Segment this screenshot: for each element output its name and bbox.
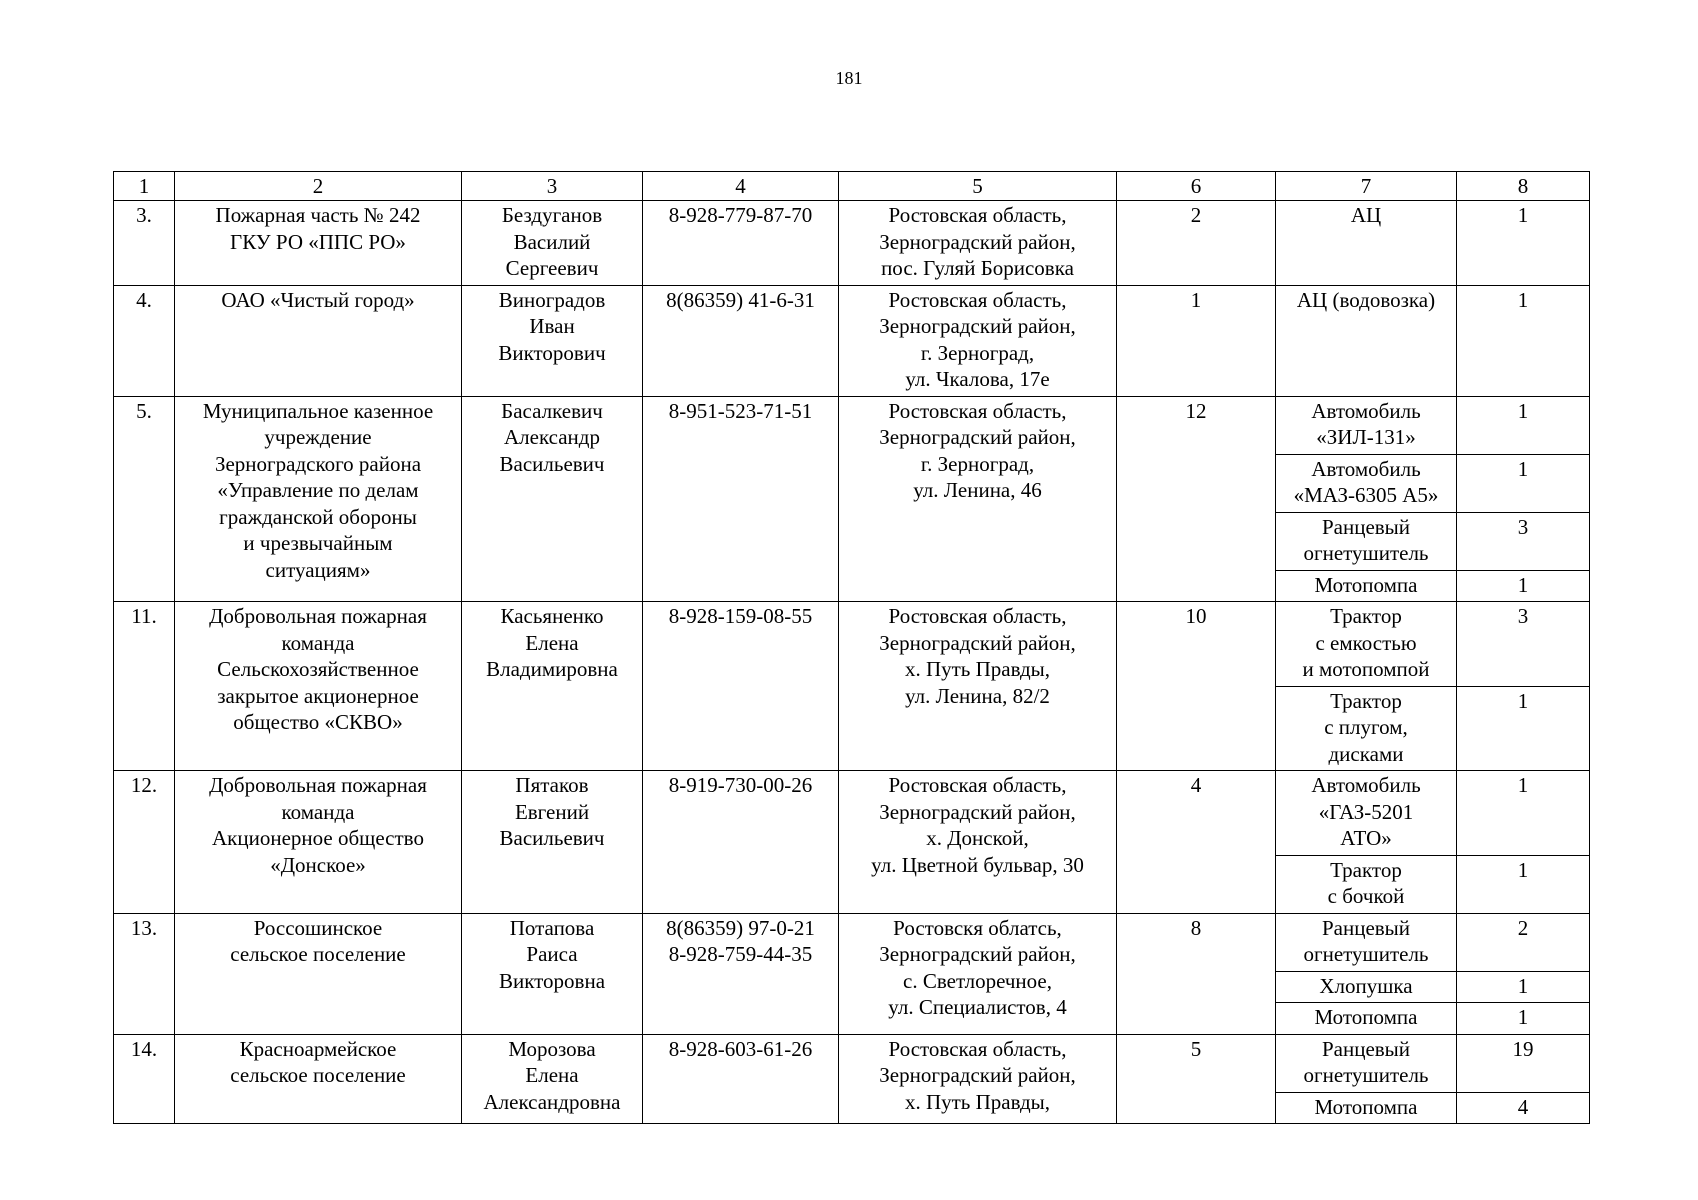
cell-line: Виноградов (498, 287, 606, 312)
cell-line: 8(86359) 41-6-31 (666, 287, 815, 312)
phone-cell (643, 602, 839, 771)
personnel-count: 8 (1190, 915, 1202, 940)
cell-line: и мотопомпой (1302, 657, 1430, 681)
cell-line: Сельскохозяйственное (217, 657, 419, 681)
cell-line: и чрезвычайным (243, 531, 393, 555)
personnel-count: 2 (1190, 203, 1202, 227)
cell-line: дисками (1328, 741, 1404, 766)
cell-line: 8-928-759-44-35 (668, 942, 813, 966)
cell-line: Викторовна (498, 968, 606, 993)
equipment-name-cell (1276, 285, 1457, 396)
row-number: 3. (136, 203, 152, 227)
cell-line: 8-928-603-61-26 (668, 1036, 813, 1061)
table-row (114, 396, 1590, 454)
cell-line: Басалкевич (501, 398, 603, 423)
cell-line: Зерноградский район, (879, 799, 1076, 824)
row-number: 13. (130, 915, 158, 940)
cell-line: Зерноградского района (214, 451, 422, 476)
cell-line: АЦ (1350, 203, 1382, 227)
cell-line: ГКУ РО «ППС РО» (230, 229, 406, 254)
equipment-qty: 3 (1517, 604, 1529, 628)
personnel-count-cell (1117, 396, 1276, 602)
cell-line: сельское поселение (230, 942, 406, 966)
table-row (114, 285, 1590, 396)
cell-line: «Донское» (270, 852, 366, 877)
cell-line: Елена (525, 630, 579, 655)
cell-line: Ростовская область, (888, 1036, 1067, 1061)
equipment-qty-cell (1457, 285, 1590, 396)
phone-cell (643, 913, 839, 1034)
cell-line: Касьяненко (500, 604, 604, 628)
column-number: 5 (839, 172, 1117, 201)
cell-line: гражданской обороны (219, 504, 417, 529)
cell-line: Раиса (526, 942, 578, 966)
cell-line: Пятаков (515, 773, 589, 797)
table-row (114, 771, 1590, 856)
cell-line: Добровольная пожарная (209, 773, 427, 797)
equipment-name-cell (1276, 771, 1457, 856)
cell-line: г. Зерноград, (920, 340, 1035, 365)
cell-line: Хлопушка (1319, 973, 1413, 998)
cell-line: учреждение (264, 425, 372, 449)
cell-line: с бочкой (1327, 884, 1405, 908)
equipment-qty-cell (1457, 971, 1590, 1003)
row-number: 4. (136, 287, 152, 312)
cell-line: с. Светлоречное, (903, 968, 1052, 993)
phone-cell (643, 396, 839, 602)
cell-line: Бездуганов (501, 203, 603, 227)
row-number-cell (114, 201, 175, 286)
cell-line: сельское поселение (230, 1063, 406, 1087)
row-number-cell (114, 1034, 175, 1124)
personnel-count: 10 (1185, 604, 1207, 628)
address-cell (839, 602, 1117, 771)
cell-line: Евгений (514, 799, 590, 824)
cell-line: Трактор (1330, 604, 1402, 628)
equipment-qty: 1 (1517, 398, 1529, 423)
equipment-qty: 1 (1517, 857, 1529, 882)
cell-line: х. Путь Правды, (904, 1089, 1051, 1114)
cell-line: Автомобиль (1311, 456, 1421, 481)
equipment-qty: 1 (1517, 287, 1529, 312)
contact-person-cell (462, 285, 643, 396)
cell-line: Ростовская область, (888, 398, 1067, 423)
equipment-qty: 1 (1517, 973, 1529, 998)
column-number: 6 (1117, 172, 1276, 201)
equipment-name-cell (1276, 855, 1457, 913)
cell-line: Зерноградский район, (879, 630, 1076, 655)
cell-line: Александр (504, 425, 600, 449)
equipment-qty: 1 (1517, 1005, 1529, 1029)
cell-line: АТО» (1340, 826, 1392, 850)
equipment-qty-cell (1457, 855, 1590, 913)
cell-line: огнетушитель (1303, 1063, 1429, 1087)
table-row (114, 602, 1590, 687)
cell-line: Александровна (483, 1089, 621, 1114)
column-number: 7 (1276, 172, 1457, 201)
equipment-name-cell (1276, 201, 1457, 286)
address-cell (839, 913, 1117, 1034)
cell-line: Мотопомпа (1314, 1005, 1418, 1029)
cell-line: Автомобиль (1311, 398, 1421, 423)
cell-line: Добровольная пожарная (209, 604, 427, 628)
equipment-qty-cell (1457, 913, 1590, 971)
contact-person-cell (462, 913, 643, 1034)
cell-line: Иван (529, 314, 575, 338)
personnel-count-cell (1117, 913, 1276, 1034)
equipment-qty: 1 (1517, 456, 1529, 481)
organization-cell (175, 913, 462, 1034)
organization-cell (175, 201, 462, 286)
cell-line: Зерноградский район, (879, 942, 1076, 966)
cell-line: Трактор (1330, 857, 1402, 882)
equipment-name-cell (1276, 971, 1457, 1003)
cell-line: Акционерное общество (212, 826, 424, 850)
equipment-name-cell (1276, 1003, 1457, 1035)
personnel-count-cell (1117, 285, 1276, 396)
personnel-count-cell (1117, 1034, 1276, 1124)
row-number-cell (114, 913, 175, 1034)
cell-line: АЦ (водовозка) (1296, 287, 1436, 312)
cell-line: Трактор (1330, 688, 1402, 713)
cell-line: Потапова (509, 915, 595, 940)
cell-line: закрытое акционерное (217, 683, 419, 708)
cell-line: команда (281, 630, 355, 655)
equipment-name-cell (1276, 570, 1457, 602)
cell-line: ситуациям» (265, 557, 371, 582)
cell-line: Мотопомпа (1314, 1094, 1418, 1119)
equipment-qty: 3 (1517, 514, 1529, 539)
cell-line: ОАО «Чистый город» (221, 287, 415, 312)
contact-person-cell (462, 396, 643, 602)
cell-line: пос. Гуляй Борисовка (881, 256, 1074, 280)
address-cell (839, 396, 1117, 602)
personnel-count-cell (1117, 602, 1276, 771)
row-number-cell (114, 285, 175, 396)
row-number: 14. (130, 1036, 158, 1061)
organization-cell (175, 1034, 462, 1124)
equipment-name-cell (1276, 913, 1457, 971)
equipment-name-cell (1276, 686, 1457, 771)
table-row (114, 1034, 1590, 1092)
cell-line: Красноармейское (239, 1036, 397, 1061)
cell-line: с плугом, (1324, 715, 1408, 739)
equipment-qty: 4 (1517, 1094, 1529, 1119)
personnel-count: 1 (1190, 287, 1202, 312)
cell-line: Викторович (498, 340, 606, 365)
address-cell (839, 1034, 1117, 1124)
cell-line: Елена (525, 1063, 579, 1087)
cell-line: Ростовская область, (888, 203, 1067, 227)
equipment-qty-cell (1457, 602, 1590, 687)
equipment-qty-cell (1457, 512, 1590, 570)
cell-line: «МАЗ-6305 А5» (1293, 483, 1439, 507)
phone-cell (643, 201, 839, 286)
cell-line: Ранцевый (1321, 514, 1411, 539)
equipment-qty-cell (1457, 201, 1590, 286)
cell-line: Морозова (508, 1036, 596, 1061)
cell-line: «ГАЗ-5201 (1318, 799, 1414, 824)
address-cell (839, 285, 1117, 396)
column-number: 1 (114, 172, 175, 201)
equipment-qty-cell (1457, 1034, 1590, 1092)
row-number-cell (114, 396, 175, 602)
row-number: 11. (131, 604, 157, 628)
contact-person-cell (462, 201, 643, 286)
cell-line: г. Зерноград, (920, 451, 1035, 476)
column-number: 8 (1457, 172, 1590, 201)
cell-line: Васильевич (499, 826, 605, 850)
phone-cell (643, 285, 839, 396)
cell-line: Муниципальное казенное (202, 398, 434, 423)
cell-line: ул. Ленина, 46 (913, 478, 1042, 502)
equipment-name-cell (1276, 1092, 1457, 1124)
organization-cell (175, 285, 462, 396)
cell-line: 8-928-159-08-55 (668, 604, 813, 628)
cell-line: ул. Специалистов, 4 (888, 995, 1067, 1019)
equipment-qty-cell (1457, 396, 1590, 454)
personnel-count-cell (1117, 771, 1276, 914)
cell-line: 8-928-779-87-70 (668, 203, 813, 227)
row-number: 12. (130, 773, 158, 797)
contact-person-cell (462, 1034, 643, 1124)
column-number: 2 (175, 172, 462, 201)
personnel-count: 5 (1190, 1036, 1202, 1061)
personnel-count: 12 (1185, 398, 1207, 423)
cell-line: 8-919-730-00-26 (668, 773, 813, 797)
cell-line: Ранцевый (1321, 1036, 1411, 1061)
cell-line: 8-951-523-71-51 (668, 398, 813, 423)
row-number-cell (114, 602, 175, 771)
cell-line: Автомобиль (1311, 773, 1421, 797)
cell-line: Василий (513, 229, 591, 254)
equipment-name-cell (1276, 396, 1457, 454)
table-row (114, 201, 1590, 286)
equipment-qty-cell (1457, 1003, 1590, 1035)
cell-line: Зерноградский район, (879, 1063, 1076, 1087)
equipment-name-cell (1276, 602, 1457, 687)
cell-line: Пожарная часть № 242 (215, 203, 421, 227)
organization-cell (175, 602, 462, 771)
equipment-name-cell (1276, 512, 1457, 570)
cell-line: с емкостью (1315, 630, 1417, 655)
cell-line: «ЗИЛ-131» (1316, 425, 1416, 449)
cell-line: х. Путь Правды, (904, 657, 1051, 681)
cell-line: 8(86359) 97-0-21 (666, 915, 815, 940)
cell-line: Ростовскя облатсь, (893, 915, 1062, 940)
equipment-qty-cell (1457, 570, 1590, 602)
cell-line: огнетушитель (1303, 541, 1429, 565)
equipment-qty-cell (1457, 454, 1590, 512)
cell-line: Ростовская область, (888, 287, 1067, 312)
organization-cell (175, 771, 462, 914)
equipment-qty: 2 (1517, 915, 1529, 940)
column-number-row (114, 172, 1590, 201)
equipment-name-cell (1276, 1034, 1457, 1092)
cell-line: Зерноградский район, (879, 229, 1076, 254)
resources-table (113, 171, 1590, 1124)
row-number: 5. (136, 398, 152, 423)
cell-line: «Управление по делам (217, 478, 419, 502)
phone-cell (643, 771, 839, 914)
cell-line: Владимировна (486, 657, 618, 681)
organization-cell (175, 396, 462, 602)
cell-line: общество «СКВО» (233, 710, 403, 734)
cell-line: Сергеевич (505, 256, 599, 280)
cell-line: Ростовская область, (888, 773, 1067, 797)
cell-line: Ростовская область, (888, 604, 1067, 628)
cell-line: команда (281, 799, 355, 824)
equipment-qty: 1 (1517, 688, 1529, 713)
equipment-name-cell (1276, 454, 1457, 512)
personnel-count: 4 (1190, 773, 1202, 797)
equipment-qty: 1 (1517, 773, 1529, 797)
address-cell (839, 771, 1117, 914)
table-body (114, 172, 1590, 1124)
equipment-qty-cell (1457, 686, 1590, 771)
cell-line: Васильевич (499, 451, 605, 476)
address-cell (839, 201, 1117, 286)
page-number: 181 (835, 68, 863, 88)
row-number-cell (114, 771, 175, 914)
contact-person-cell (462, 602, 643, 771)
equipment-qty-cell (1457, 1092, 1590, 1124)
cell-line: Ранцевый (1321, 915, 1411, 940)
cell-line: Зерноградский район, (879, 314, 1076, 338)
cell-line: ул. Чкалова, 17е (905, 367, 1050, 391)
column-number: 3 (462, 172, 643, 201)
cell-line: Россошинское (253, 915, 383, 940)
cell-line: Мотопомпа (1314, 572, 1418, 597)
cell-line: ул. Ленина, 82/2 (905, 683, 1050, 708)
contact-person-cell (462, 771, 643, 914)
equipment-qty: 19 (1512, 1036, 1534, 1061)
cell-line: х. Донской, (926, 826, 1029, 850)
personnel-count-cell (1117, 201, 1276, 286)
phone-cell (643, 1034, 839, 1124)
cell-line: огнетушитель (1303, 942, 1429, 966)
table-row (114, 913, 1590, 971)
equipment-qty-cell (1457, 771, 1590, 856)
column-number: 4 (643, 172, 839, 201)
equipment-qty: 1 (1517, 572, 1529, 597)
cell-line: ул. Цветной бульвар, 30 (871, 852, 1084, 877)
cell-line: Зерноградский район, (879, 425, 1076, 449)
equipment-qty: 1 (1517, 203, 1529, 227)
